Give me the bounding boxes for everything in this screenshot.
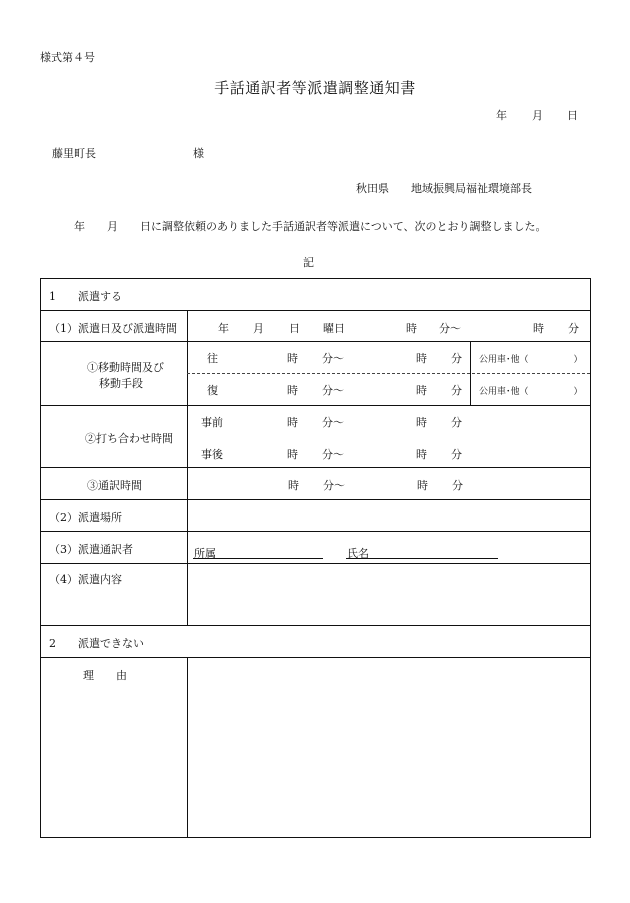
dispatch-weekday: 曜日: [323, 322, 345, 335]
travel-outbound-hour-from: 時: [287, 352, 298, 365]
travel-return-minute-to: 分: [451, 384, 462, 397]
dispatch-day: 日: [289, 322, 300, 335]
travel-outbound: 往: [207, 352, 218, 365]
dispatch-hour-to: 時: [533, 322, 544, 335]
meeting-after-minute-from: 分〜: [322, 448, 344, 461]
travel-return: 復: [207, 384, 218, 397]
travel-return-hour-from: 時: [287, 384, 298, 397]
dispatch-hour-from: 時: [406, 322, 417, 335]
travel-label-line2: 移動手段: [99, 377, 143, 390]
meeting-before-hour-to: 時: [416, 416, 427, 429]
dispatch-month: 月: [253, 322, 264, 335]
interpretation-minute-from: 分〜: [323, 479, 345, 492]
affiliation-label: 所属: [194, 547, 216, 560]
dispatch-minute-to: 分: [568, 322, 579, 335]
travel-outbound-minute-to: 分: [451, 352, 462, 365]
name-underline: [346, 558, 498, 559]
travel-return-means: 公用車･他（ ）: [479, 387, 583, 397]
form-number: 様式第４号: [40, 51, 95, 64]
dispatch-datetime-label: （1）派遣日及び派遣時間: [49, 322, 177, 335]
ki-marker: 記: [303, 256, 314, 269]
date-year-label: 年: [496, 109, 507, 122]
meeting-before: 事前: [201, 416, 223, 429]
travel-return-hour-to: 時: [416, 384, 427, 397]
travel-outbound-means: 公用車･他（ ）: [479, 355, 583, 365]
section1-heading-row: [41, 279, 590, 311]
sender: 秋田県 地域振興局福祉環境部長: [356, 182, 532, 195]
section1-heading: 1 派遣する: [49, 290, 122, 303]
body-text: 年 月 日に調整依頼のありました手話通訳者等派遣について、次のとおり調整しました。: [74, 220, 547, 233]
content-label: （4）派遣内容: [49, 573, 122, 586]
meeting-before-hour-from: 時: [287, 416, 298, 429]
content-row: [41, 563, 590, 626]
travel-return-minute-from: 分〜: [322, 384, 344, 397]
name-label: 氏名: [347, 547, 369, 560]
dispatch-minute-from: 分〜: [439, 322, 461, 335]
travel-dash-line: [187, 373, 590, 374]
section2-heading: 2 派遣できない: [49, 637, 144, 650]
reason-label: 理 由: [83, 669, 127, 682]
dispatch-year: 年: [218, 322, 229, 335]
interpretation-hour-from: 時: [288, 479, 299, 492]
meeting-after-hour-from: 時: [287, 448, 298, 461]
date-month-label: 月: [532, 109, 543, 122]
interpretation-label: ③通訳時間: [87, 479, 142, 492]
reason-divider: [187, 657, 188, 838]
meeting-before-minute-from: 分〜: [322, 416, 344, 429]
interpreter-label: （3）派遣通訳者: [49, 543, 133, 556]
dispatch-form-table: [40, 278, 591, 838]
date-day-label: 日: [567, 109, 578, 122]
interpretation-minute-to: 分: [452, 479, 463, 492]
meeting-label: ②打ち合わせ時間: [85, 432, 173, 445]
travel-outbound-minute-from: 分〜: [322, 352, 344, 365]
meeting-after-minute-to: 分: [451, 448, 462, 461]
travel-outbound-hour-to: 時: [416, 352, 427, 365]
label-divider: [187, 310, 188, 625]
place-row: [41, 499, 590, 532]
meeting-after: 事後: [201, 448, 223, 461]
travel-label-line1: ①移動時間及び: [87, 361, 164, 374]
document-title: 手話通訳者等派遣調整通知書: [214, 79, 416, 97]
addressee: 藤里町長: [52, 147, 96, 160]
honorific: 様: [193, 147, 204, 160]
affiliation-underline: [193, 558, 323, 559]
interpretation-hour-to: 時: [417, 479, 428, 492]
place-label: （2）派遣場所: [49, 511, 122, 524]
meeting-before-minute-to: 分: [451, 416, 462, 429]
meeting-after-hour-to: 時: [416, 448, 427, 461]
